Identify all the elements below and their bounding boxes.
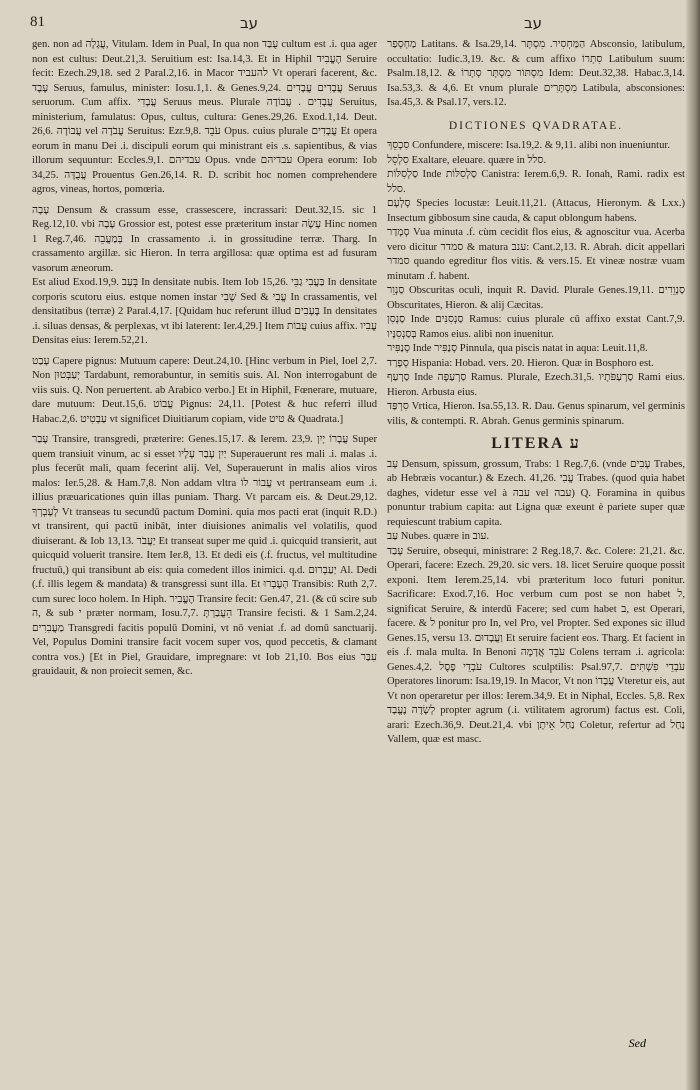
entry-paragraph: gen. non ad עֲגָלָה, Vitulam. Idem in Pual, In qua non עֻבַּד cultum est .i. qua ager non est cultus: Deut.21,3. Seruitium est: Isa.14,3. Et in Hiphil הֶעֱבִיד Seruire fecit: Ezech.29,18. sed 2 Paral.2,16. in Macor להעביד Vt operari facerent, &c. עֶבֶד Seruus, famulus, minister: Iosu.1,1. & Genes.9,24. עֲבָדִים עֲבָדִים Seruus seruorum. Cum affix. עֲבָדִי Seruus meus. Plurale עֲבָדִים . עֲבוֹדָה Seruitus, ministerium, famulatus: Opus, cultus, cultura: Genes.29,26. Exod.1,14. Deut. 26,6. עֲבוֹדָה vel עֲבֹדָה Seruitus: Ezr.9,8. עֹבֵד Opus. cuius plurale עֲבָדִים Et opera eorum in manu Dei .i. discipuli eorum qui ministrant eis .s. sapientibus, & vias illorum sequuntur: Eccles.9,1. עבדיהם Opus. vnde עבדיהם Opera eorum: Iob 34,25. עֲבֻדָּה Prouentus Gen.26,14. R. D. scribit hoc nomen comprehendere agros, vineas, hortos, pomœria. [32,39,377,195]
entry-paragraph: עָבָה Densum & crassum esse, crassescere, incrassari: Deut.32,15. sic 1 Reg.12,10. vbi עָבָה Grossior est, potest esse præteritum instar עָשָׂה Hinc nomen 1 Reg.7,46. בְּמַעֲבֵה In crassamento .i. in grossitudine terræ. Tharg. In crassamento argillæ. sic Hieron. In terra argillosa: quæ optima est ad fusuram vasorum æneorum. [32,204,377,274]
page-number: 81 [30,14,45,30]
entry-paragraph: עָבַד Seruire, obsequi, ministrare: 2 Reg.18,7. &c. Colere: 21,21. &c. Operari, facere: Ezech. 29,20. sic vers. 18. licet Seruire quoque possit exponi. Item Ierem.25,14. vbi præteritum loco futuri ponitur. Sacrificare: Exod.7,16. Hoc verbum cum post se non habet ל, significat Seruire, & interdū Facere; sed cum habet ב, est Operari, facere. & ל ponitur pro In, vel Pro, vel Propter. Sed expones sic illud Genes.15, versu 13. וַעֲבָדוּם Et seruire facient eos. Tharg. Et facient in eis .f. mala multa. In Benoni עֹבֵד אֲדָמָה Colens terram .i. agricola: Genes.4,2. עֹבְדֵי פֶסֶל Cultores sculptilis: Psal.97,7. עֹבְדֵי פִשְׁתִּים Operatores linorum: Isa.19,19. In Macor, Vt non עֲבָדוֹ Vteretur eis, aut Vt non operaretur per illos: Ierem.34,9. Et in Niphal, Eccles. 5,8. Rex לְשָׂדֶה נֶעֱבָד propter agrum (.i. vtilitatem agrorum) factus est. Coli, arari: Ezech.36,9. Deut.21,4. vbi נַחַל אֵיתָן Coletur, refertur ad נַחַל Vallem, quæ est masc. [387,545,685,745]
entry-paragraph: סַרְעַף Inde סַרְעַפָּה Ramus. Plurale, Ezech.31,5. סַרְעַפֹּתָיו Rami eius. Hieron. Arbusta eius. [387,372,685,398]
entry-paragraph: סַנְסִן Inde סַנְסִנִּים Ramus: cuius plurale cū affixo exstat Cant.7,9. בְּסַנְסִנָּיו Ramos eius. alibi non inuenitur. [387,314,685,340]
entry-paragraph: סְמָדַר Vua minuta .f. cùm cecidit flos eius, & agnoscitur vua. Acerba vero dicitur סמדר & matura ענב: Cant.2,13. R. Abrah. dicit appellari סמדר quando egreditur flos vitis. & vers.15. Et vineæ nostræ vuam minutam .f. habent. [387,227,685,282]
entry-paragraph: סְנַפִּיר Inde סְנַפִּיר Pinnula, qua piscis natat in aqua: Leuit.11,8. [387,343,648,354]
entry-paragraph: סִכְסֵךְ Confundere, miscere: Isa.19,2. & 9,11. alibi non inueniuntur. [387,140,671,151]
entry-paragraph: סִלְסֵל Exaltare, eleuare. quære in סלל. [387,154,547,166]
right-column [387,38,685,1078]
left-running-head: עב [240,14,259,32]
entry-paragraph: סַנְוֵר Obscuritas oculi, inquit R. David. Plurale Genes.19,11. סַנְוֵרִים Obscuritates, Hieron. & alij Cæcitas. [387,285,685,311]
entry-paragraph: Est aliud Exod.19,9. בְּעַב In densitate nubis. Item Iob 15,26. בַּעֲבִי גַבֵּי In densitate corporis scutoru eius. estque nomen instar שְׁבִי Sed & עֳבִי In crassamentis, vel densitatibus (terræ) 2 Paral.4,17. [Quidam huc referunt illud בֶּעָבִים In densitates .i. siluas densas, & perplexas, vt ibi laterent: Ier.4,29.] Item עֲבוֹת cuius affix. עֳבִיו Densitas eius: Ierem.52,21. [32,277,377,346]
entry-paragraph: סְפָרַד Hispania: Hobad. vers. 20. Hieron. Quæ in Bosphoro est. [387,357,654,369]
catchword: Sed [628,1036,646,1050]
section-heading-litera-ayin: LITERA ע [491,435,581,452]
entry-paragraph: עָבַט Capere pignus: Mutuum capere: Deut.24,10. [Hinc verbum in Piel, Ioel 2,7. Non יְעַבְּטוּן Tardabunt, remorabuntur, in semitis suis. Al. Non interrogabunt de viis suis. Q. Non peruertent. ab Arabico verbo.] Et in Hiphil, Fœnerare, mutuare, dare mutuum: Deut.15,6. עֲבוֹט Pignus: 24,11. [Potest & huc referri illud Habac.2,6. עַבְטִיט vt significet Diuitiarum copiam, vide טיט & Quadrata.] [32,355,377,425]
entry-paragraph: סִרְפַּד Vrtica, Hieron. Isa.55,13. R. Dau. Genus spinarum, vel germinis vilis, & contempti. R. Abrah. Genus germinis spinarum. [387,401,685,427]
entry-paragraph: מַחְסְפַר Latitans. & Isa.29,14. הַמַּחְסִיר. מִסְתָּר Absconsio, latibulum, occultatio: Iudic.3,19. &c. & cum affixo סִתְרוֹ Latibulum suum: Psalm.18,12. & מִסְתּוֹר מִסְתָּר סְתָרוֹ Idem: Deut.32,38. Habac.3,14. Isa.53,3. & 4,6. Et vnum plurale מִסְתָּרִים Latibula, absconsiones: Isa.45,3. & Psal.17, vers.12. [387,39,685,108]
page-gutter [686,0,700,1090]
entry-paragraph: סָלְעָם Species locustæ: Leuit.11,21. (Attacus, Hieronym. & Lxx.) Insectum gibbosum sine cauda, & caput oblongum habens. [387,198,685,224]
right-running-head: עב [524,14,543,32]
left-column [32,38,377,1078]
entry-paragraph: עָב Densum, spissum, grossum, Trabs: 1 Reg.7,6. (vnde עָבִים Trabes, ab Hebræis vocantur.) & Ezech. 41,26. עֳבִי Trabes. (quod quia habet daghes, videtur esse vel à עבה vel עבה) Q. Foramina in quibus ponuntur trabium capita: aut Ligna quæ exeunt è pariete super quæ requiescunt trabium capita. [387,458,685,528]
entry-paragraph: עַב Nubes. quære in עוב. [387,531,490,542]
entry-paragraph: עָבַר Transire, transgredi, præterire: Genes.15,17. & Ierem. 23,9. עֲבָרוֹ יָיִן Super quem transiuit vinum, ac si esset יַיִן עָבַר עָלָיו Superauerunt res mali .i. malas .i. plus fecerūt mali, quam fecerint alij. Vel, Superauerunt in malis alios viros malos: Ier.5,28. & Ham.7,8. Non addam vltra עֲבוֹר לוֹ vt pertranseam eum .i. illius præuaricationes quin illas puniam. Tharg. Vt parcam eis. & Deut.29,12. לְעָבְרְךָ Vt transeas tu secundū pactum Domini. quia mos pacti erat (inquit R.D.) vt transirent, qui pactū inibāt, inter diuisiones animalis vel volatilis, quod diuiserant. & Iob 13,13. יַעֲבֹר Et transeat super me quid .i. quicquid transierit, aut quicquid voluerit transire. Item Ier.8, 13. Et dedi eis (.f. fructus, vel multitudine fructuū,) qui transibunt ab eis: quia comedent illos inimici. q.d. יַעַבְרוּם Al. Dedi (.f. illis legem & mandata) & transgressi sunt illa. Et הָעֶבְרוּ Transibis: Ruth 2,7. cum surec loco holem. In Hiph. הֶעֱבִיר Transire fecit: Gen.47, 21. (& cū scire sub ה, & sub י præter normam, Iosu.7,7. הֵעֲבַרְתָּ Transire fecisti. & 1 Sam.2,24. מַעֲבִרִים Transgredi facitis populū Domini, vt nō veniat .f. ad domū sanctuarij. Vel, Populus Domini transire facit vocem super vos, quod peccetis, & clamant contra vos.) [Et in Piel, Grauidare, impregnare: vt Iob 21,10. Bos eius עִבַּר grauidauit, & non proiecit semen, &c. [32,434,377,677]
entry-paragraph: סַלְסִלּוֹת Inde סַלְסִלּוֹת Canistra: Ierem.6,9. R. Ionah, Rami. radix est סלל. [387,169,685,195]
section-heading-dictiones-quadratae: DICTIONES QVADRATAE. [448,119,624,132]
